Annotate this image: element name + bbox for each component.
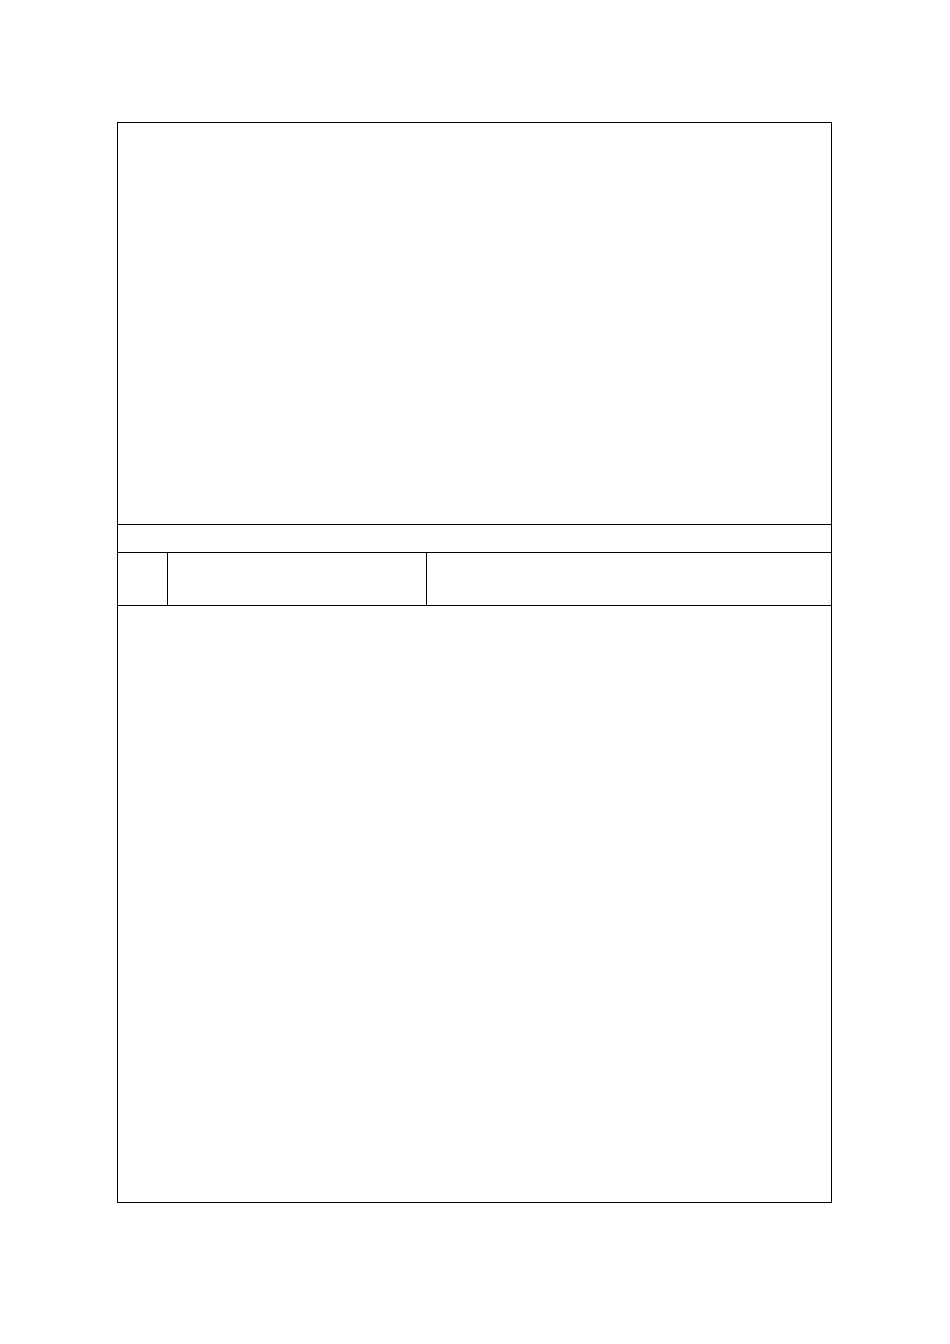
header-task-label [174, 558, 214, 576]
document-frame [117, 122, 832, 1203]
section-title [118, 525, 831, 553]
header-month [118, 553, 167, 605]
header-detail-label [433, 558, 473, 576]
goals-text-block [118, 123, 831, 525]
header-detail [426, 553, 831, 605]
header-task [167, 553, 426, 605]
schedule-table [118, 553, 831, 606]
table-header-row [118, 553, 831, 605]
